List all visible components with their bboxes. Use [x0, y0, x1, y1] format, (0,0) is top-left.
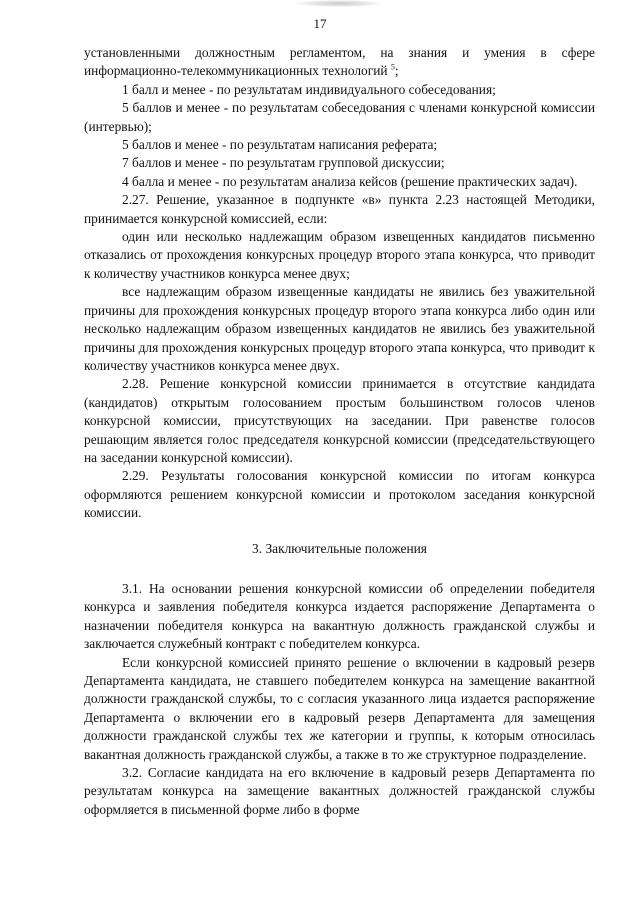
score-item: 1 балл и менее - по результатам индивидуального собеседования;	[122, 81, 496, 97]
score-item: 4 балла и менее - по результатам анализа кейсов (решение практических задач).	[122, 173, 578, 189]
clause-2-27: 2.27. Решение, указанное в подпункте «в» пункта 2.23 настоящей Методики, принимается конкурсной комиссией, если:	[84, 192, 595, 226]
footnote-marker: 5	[390, 62, 395, 72]
score-item: 7 баллов и менее - по результатам групповой дискуссии;	[122, 155, 445, 171]
section-heading: 3. Заключительные положения	[252, 540, 427, 556]
clause-2-28: 2.28. Решение конкурсной комиссии принимается в отсутствие кандидата (кандидатов) открытым голосованием простым большинством голосов членов конкурсной комиссии, присутствующих на заседании. При равенстве голосов решающим является голос председателя конкурсной комиссии (председательствующего на заседании конкурсной комиссии).	[84, 376, 595, 465]
clause-3-1-continued: Если конкурсной комиссией принято решение о включении в кадровый резерв Департамента кандидата, не ставшего победителем конкурса на замещение вакантной должности гражданской службы, то с согласия указанного лица издается распоряжение Департамента о включении его в кадровый резерв Департамента для замещения должности гражданской службы тех же категории и группы, к которым относилась вакантная должность гражданской службы, а также в то же структурное подразделение.	[84, 654, 595, 762]
score-item: 5 баллов и менее - по результатам написания реферата;	[122, 137, 438, 153]
page-number: 17	[313, 16, 327, 31]
score-item: 5 баллов и менее - по результатам собеседования с членами конкурсной комиссии (интервью);	[84, 100, 595, 134]
paragraph-text: установленными должностным регламентом, на знания и умения в сфере информационно-телекоммуникационных технологий	[84, 45, 595, 79]
paragraph-punct: ;	[394, 63, 399, 79]
condition-item: все надлежащим образом извещенные кандидаты не явились без уважительной причины для прохождения конкурсных процедур второго этапа конкурса либо один или несколько надлежащим образом извещенных кандидатов не явились без уважительной причины для прохождения конкурсных процедур второго этапа конкурса, что приводит к количеству участников конкурса менее двух.	[84, 284, 595, 373]
paragraph-continuation	[84, 44, 595, 81]
clause-3-1: 3.1. На основании решения конкурсной комиссии об определении победителя конкурса и заявления победителя конкурса издается распоряжение Департамента о назначении победителя конкурса на вакантную должность гражданской службы и заключается служебный контракт с победителем конкурса.	[84, 580, 595, 652]
clause-2-29: 2.29. Результаты голосования конкурсной комиссии по итогам конкурса оформляются решением конкурсной комиссии и протоколом заседания конкурсной комиссии.	[84, 468, 595, 521]
clause-3-2: 3.2. Согласие кандидата на его включение в кадровый резерв Департамента по результатам конкурса на замещение вакантных должностей гражданской службы оформляется в письменной форме либо в форме	[84, 765, 595, 817]
scan-smudge	[296, 0, 382, 7]
document-body	[84, 44, 595, 819]
condition-item: один или несколько надлежащим образом извещенных кандидатов письменно отказались от прохождения конкурсных процедур второго этапа конкурса, что приводит к количеству участников конкурса менее двух;	[84, 229, 595, 281]
